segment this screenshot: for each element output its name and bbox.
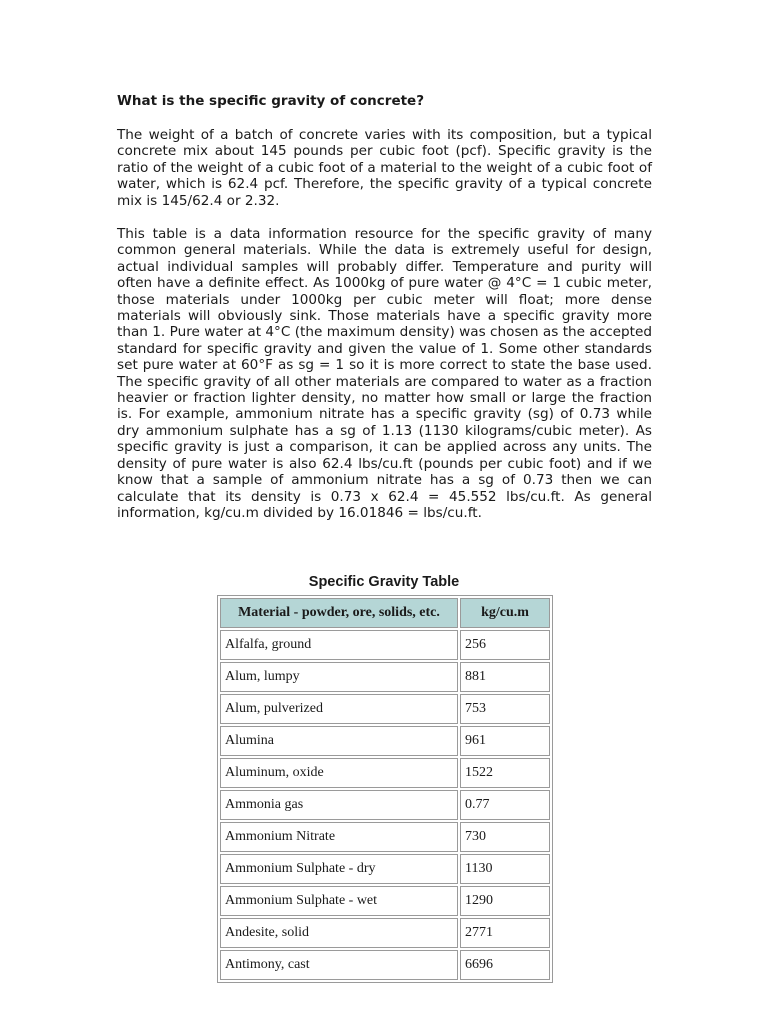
table-row	[220, 886, 550, 916]
material-column-header: Material - powder, ore, solids, etc.	[220, 598, 458, 628]
density-cell: 753	[460, 694, 550, 724]
table-row	[220, 758, 550, 788]
table-row	[220, 822, 550, 852]
density-cell: 730	[460, 822, 550, 852]
table-row	[220, 950, 550, 980]
material-cell: Alumina	[220, 726, 458, 756]
specific-gravity-table-frame	[217, 595, 553, 983]
table-row	[220, 630, 550, 660]
density-cell: 1130	[460, 854, 550, 884]
material-cell: Antimony, cast	[220, 950, 458, 980]
density-cell: 256	[460, 630, 550, 660]
density-cell: 961	[460, 726, 550, 756]
intro-paragraph: The weight of a batch of concrete varies with its composition, but a typical concrete mix about 145 pounds per cubic foot (pcf). Specific gravity is the ratio of the weight of a cubic foot of a material to the weight of a cubic foot of water, which is 62.4 pcf. Therefore, the specific gravity of a typical concrete mix is 145/62.4 or 2.32.	[117, 127, 652, 209]
table-row	[220, 918, 550, 948]
table-row	[220, 662, 550, 692]
density-cell: 1522	[460, 758, 550, 788]
density-cell: 881	[460, 662, 550, 692]
table-row	[220, 790, 550, 820]
material-cell: Alum, pulverized	[220, 694, 458, 724]
material-cell: Andesite, solid	[220, 918, 458, 948]
density-cell: 1290	[460, 886, 550, 916]
material-cell: Alfalfa, ground	[220, 630, 458, 660]
table-row	[220, 726, 550, 756]
table-row	[220, 854, 550, 884]
density-cell: 2771	[460, 918, 550, 948]
material-cell: Ammonia gas	[220, 790, 458, 820]
density-cell: 0.77	[460, 790, 550, 820]
density-column-header: kg/cu.m	[460, 598, 550, 628]
page-heading: What is the specific gravity of concrete?	[117, 93, 425, 109]
density-cell: 6696	[460, 950, 550, 980]
material-cell: Ammonium Sulphate - dry	[220, 854, 458, 884]
material-cell: Ammonium Nitrate	[220, 822, 458, 852]
specific-gravity-table	[218, 596, 552, 982]
table-title: Specific Gravity Table	[308, 574, 460, 590]
explanation-paragraph: This table is a data information resource for the specific gravity of many common general materials. While the data is extremely useful for design, actual individual samples will probably differ. Temperature and purity will often have a definite effect. As 1000kg of pure water @ 4°C = 1 cubic meter, those materials under 1000kg per cubic meter will float; more dense materials will obviously sink. Those materials have a specific gravity more than 1. Pure water at 4°C (the maximum density) was chosen as the accepted standard for specific gravity and given the value of 1. Some other standards set pure water at 60°F as sg = 1 so it is more correct to state the base used. The specific gravity of all other materials are compared to water as a fraction heavier or fraction lighter density, no matter how small or large the fraction is. For example, ammonium nitrate has a specific gravity (sg) of 0.73 while dry ammonium sulphate has a sg of 1.13 (1130 kilograms/cubic meter). As specific gravity is just a comparison, it can be applied across any units. The density of pure water is also 62.4 lbs/cu.ft (pounds per cubic foot) and if we know that a sample of ammonium nitrate has a sg of 0.73 then we can calculate that its density is 0.73 x 62.4 = 45.552 lbs/cu.ft. As general information, kg/cu.m divided by 16.01846 = lbs/cu.ft.	[117, 226, 652, 521]
table-row	[220, 694, 550, 724]
table-header-row	[220, 598, 550, 628]
material-cell: Ammonium Sulphate - wet	[220, 886, 458, 916]
material-cell: Aluminum, oxide	[220, 758, 458, 788]
material-cell: Alum, lumpy	[220, 662, 458, 692]
